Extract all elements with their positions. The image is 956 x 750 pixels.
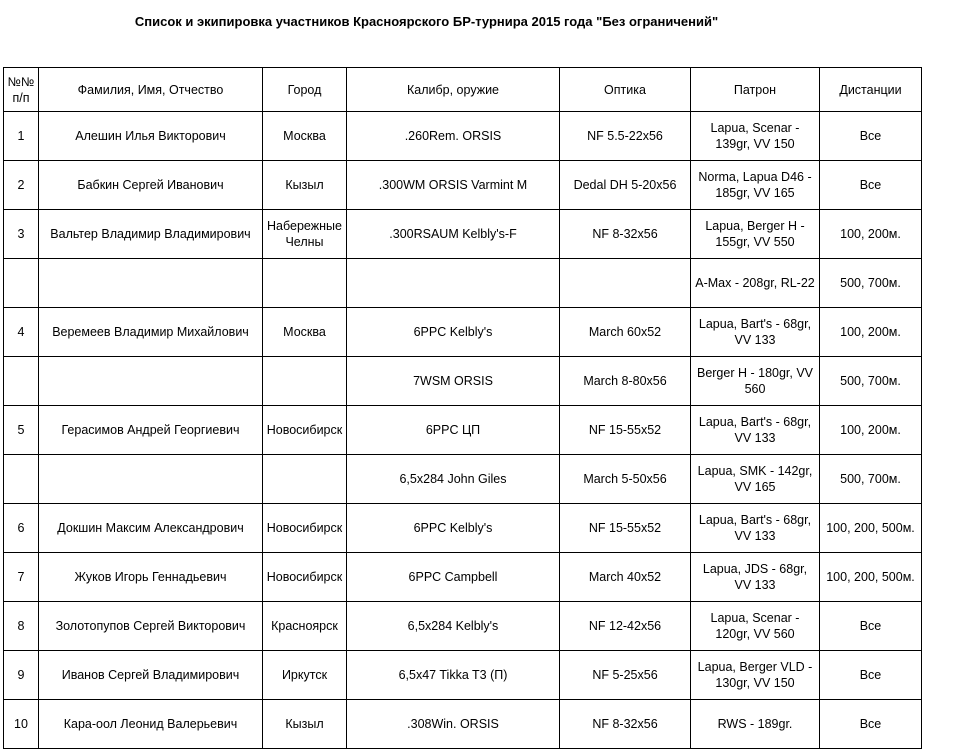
- cell-distances: Все: [820, 700, 922, 749]
- cell-optics: NF 12-42x56: [560, 602, 691, 651]
- cell-city: Кызыл: [263, 700, 347, 749]
- cell-distances: 100, 200, 500м.: [820, 504, 922, 553]
- cell-city: Иркутск: [263, 651, 347, 700]
- header-name: Фамилия, Имя, Отчество: [39, 68, 263, 112]
- cell-city: [263, 357, 347, 406]
- header-cartridge: Патрон: [691, 68, 820, 112]
- cell-cartridge: Lapua, Scenar - 139gr, VV 150: [691, 112, 820, 161]
- cell-name: Алешин Илья Викторович: [39, 112, 263, 161]
- table-row: [4, 553, 922, 602]
- cell-distances: Все: [820, 602, 922, 651]
- cell-name: [39, 357, 263, 406]
- cell-caliber: 6,5x284 Kelbly's: [347, 602, 560, 651]
- cell-distances: 100, 200, 500м.: [820, 553, 922, 602]
- cell-optics: NF 5.5-22x56: [560, 112, 691, 161]
- cell-cartridge: Lapua, SMK - 142gr, VV 165: [691, 455, 820, 504]
- table-header-row: [4, 68, 922, 112]
- cell-city: Новосибирск: [263, 504, 347, 553]
- table-row: [4, 651, 922, 700]
- cell-city: Москва: [263, 308, 347, 357]
- cell-city: Кызыл: [263, 161, 347, 210]
- cell-distances: 100, 200м.: [820, 406, 922, 455]
- cell-number: 7: [4, 553, 39, 602]
- cell-number: 3: [4, 210, 39, 259]
- participants-table: [3, 67, 922, 749]
- header-caliber: Калибр, оружие: [347, 68, 560, 112]
- cell-cartridge: Norma, Lapua D46 - 185gr, VV 165: [691, 161, 820, 210]
- cell-number: 5: [4, 406, 39, 455]
- cell-caliber: 7WSM ORSIS: [347, 357, 560, 406]
- cell-city: Москва: [263, 112, 347, 161]
- table-row: [4, 504, 922, 553]
- table-row: [4, 259, 922, 308]
- cell-cartridge: Lapua, Bart's - 68gr, VV 133: [691, 308, 820, 357]
- cell-city: [263, 259, 347, 308]
- cell-optics: March 5-50x56: [560, 455, 691, 504]
- cell-caliber: 6,5x47 Tikka T3 (П): [347, 651, 560, 700]
- cell-distances: 500, 700м.: [820, 259, 922, 308]
- cell-cartridge: Lapua, Berger H - 155gr, VV 550: [691, 210, 820, 259]
- cell-optics: NF 8-32x56: [560, 700, 691, 749]
- cell-name: Бабкин Сергей Иванович: [39, 161, 263, 210]
- cell-name: [39, 455, 263, 504]
- cell-optics: March 8-80x56: [560, 357, 691, 406]
- cell-city: Набережные Челны: [263, 210, 347, 259]
- cell-caliber: .300RSAUM Kelbly's-F: [347, 210, 560, 259]
- cell-optics: NF 8-32x56: [560, 210, 691, 259]
- cell-cartridge: Lapua, Berger VLD - 130gr, VV 150: [691, 651, 820, 700]
- cell-name: Герасимов Андрей Георгиевич: [39, 406, 263, 455]
- cell-caliber: .308Win. ORSIS: [347, 700, 560, 749]
- cell-number: 1: [4, 112, 39, 161]
- cell-name: Жуков Игорь Геннадьевич: [39, 553, 263, 602]
- cell-number: 2: [4, 161, 39, 210]
- cell-cartridge: A-Max - 208gr, RL-22: [691, 259, 820, 308]
- cell-optics: Dedal DH 5-20x56: [560, 161, 691, 210]
- cell-city: Красноярск: [263, 602, 347, 651]
- cell-number: [4, 455, 39, 504]
- cell-optics: NF 5-25x56: [560, 651, 691, 700]
- cell-caliber: 6,5x284 John Giles: [347, 455, 560, 504]
- cell-name: Золотопупов Сергей Викторович: [39, 602, 263, 651]
- cell-name: Кара-оол Леонид Валерьевич: [39, 700, 263, 749]
- cell-cartridge: Lapua, Bart's - 68gr, VV 133: [691, 504, 820, 553]
- cell-optics: [560, 259, 691, 308]
- cell-optics: NF 15-55x52: [560, 504, 691, 553]
- cell-number: 9: [4, 651, 39, 700]
- cell-name: Вальтер Владимир Владимирович: [39, 210, 263, 259]
- cell-number: 6: [4, 504, 39, 553]
- cell-distances: 500, 700м.: [820, 455, 922, 504]
- cell-number: [4, 259, 39, 308]
- cell-distances: Все: [820, 651, 922, 700]
- cell-name: Иванов Сергей Владимирович: [39, 651, 263, 700]
- cell-cartridge: Berger H - 180gr, VV 560: [691, 357, 820, 406]
- header-city: Город: [263, 68, 347, 112]
- header-optics: Оптика: [560, 68, 691, 112]
- cell-caliber: 6PPC Campbell: [347, 553, 560, 602]
- cell-caliber: .260Rem. ORSIS: [347, 112, 560, 161]
- cell-number: [4, 357, 39, 406]
- cell-city: Новосибирск: [263, 553, 347, 602]
- table-row: [4, 700, 922, 749]
- table-row: [4, 161, 922, 210]
- table-row: [4, 406, 922, 455]
- cell-city: Новосибирск: [263, 406, 347, 455]
- table-row: [4, 308, 922, 357]
- cell-caliber: [347, 259, 560, 308]
- cell-caliber: 6PPC Kelbly's: [347, 308, 560, 357]
- cell-distances: Все: [820, 112, 922, 161]
- cell-distances: 100, 200м.: [820, 308, 922, 357]
- cell-caliber: .300WM ORSIS Varmint M: [347, 161, 560, 210]
- table-row: [4, 455, 922, 504]
- cell-optics: March 40x52: [560, 553, 691, 602]
- header-number: №№ п/п: [4, 68, 39, 112]
- cell-optics: NF 15-55x52: [560, 406, 691, 455]
- cell-name: Докшин Максим Александрович: [39, 504, 263, 553]
- cell-distances: 100, 200м.: [820, 210, 922, 259]
- cell-distances: 500, 700м.: [820, 357, 922, 406]
- cell-number: 8: [4, 602, 39, 651]
- cell-cartridge: Lapua, Bart's - 68gr, VV 133: [691, 406, 820, 455]
- table-row: [4, 602, 922, 651]
- page-title: Список и экипировка участников Красноярского БР-турнира 2015 года "Без ограничений": [134, 14, 719, 29]
- cell-cartridge: RWS - 189gr.: [691, 700, 820, 749]
- cell-distances: Все: [820, 161, 922, 210]
- cell-optics: March 60x52: [560, 308, 691, 357]
- cell-cartridge: Lapua, JDS - 68gr, VV 133: [691, 553, 820, 602]
- cell-cartridge: Lapua, Scenar - 120gr, VV 560: [691, 602, 820, 651]
- cell-name: [39, 259, 263, 308]
- table-row: [4, 112, 922, 161]
- cell-number: 4: [4, 308, 39, 357]
- cell-caliber: 6PPC ЦП: [347, 406, 560, 455]
- cell-city: [263, 455, 347, 504]
- header-distances: Дистанции: [820, 68, 922, 112]
- table-row: [4, 210, 922, 259]
- cell-number: 10: [4, 700, 39, 749]
- cell-name: Веремеев Владимир Михайлович: [39, 308, 263, 357]
- cell-caliber: 6PPC Kelbly's: [347, 504, 560, 553]
- table-row: [4, 357, 922, 406]
